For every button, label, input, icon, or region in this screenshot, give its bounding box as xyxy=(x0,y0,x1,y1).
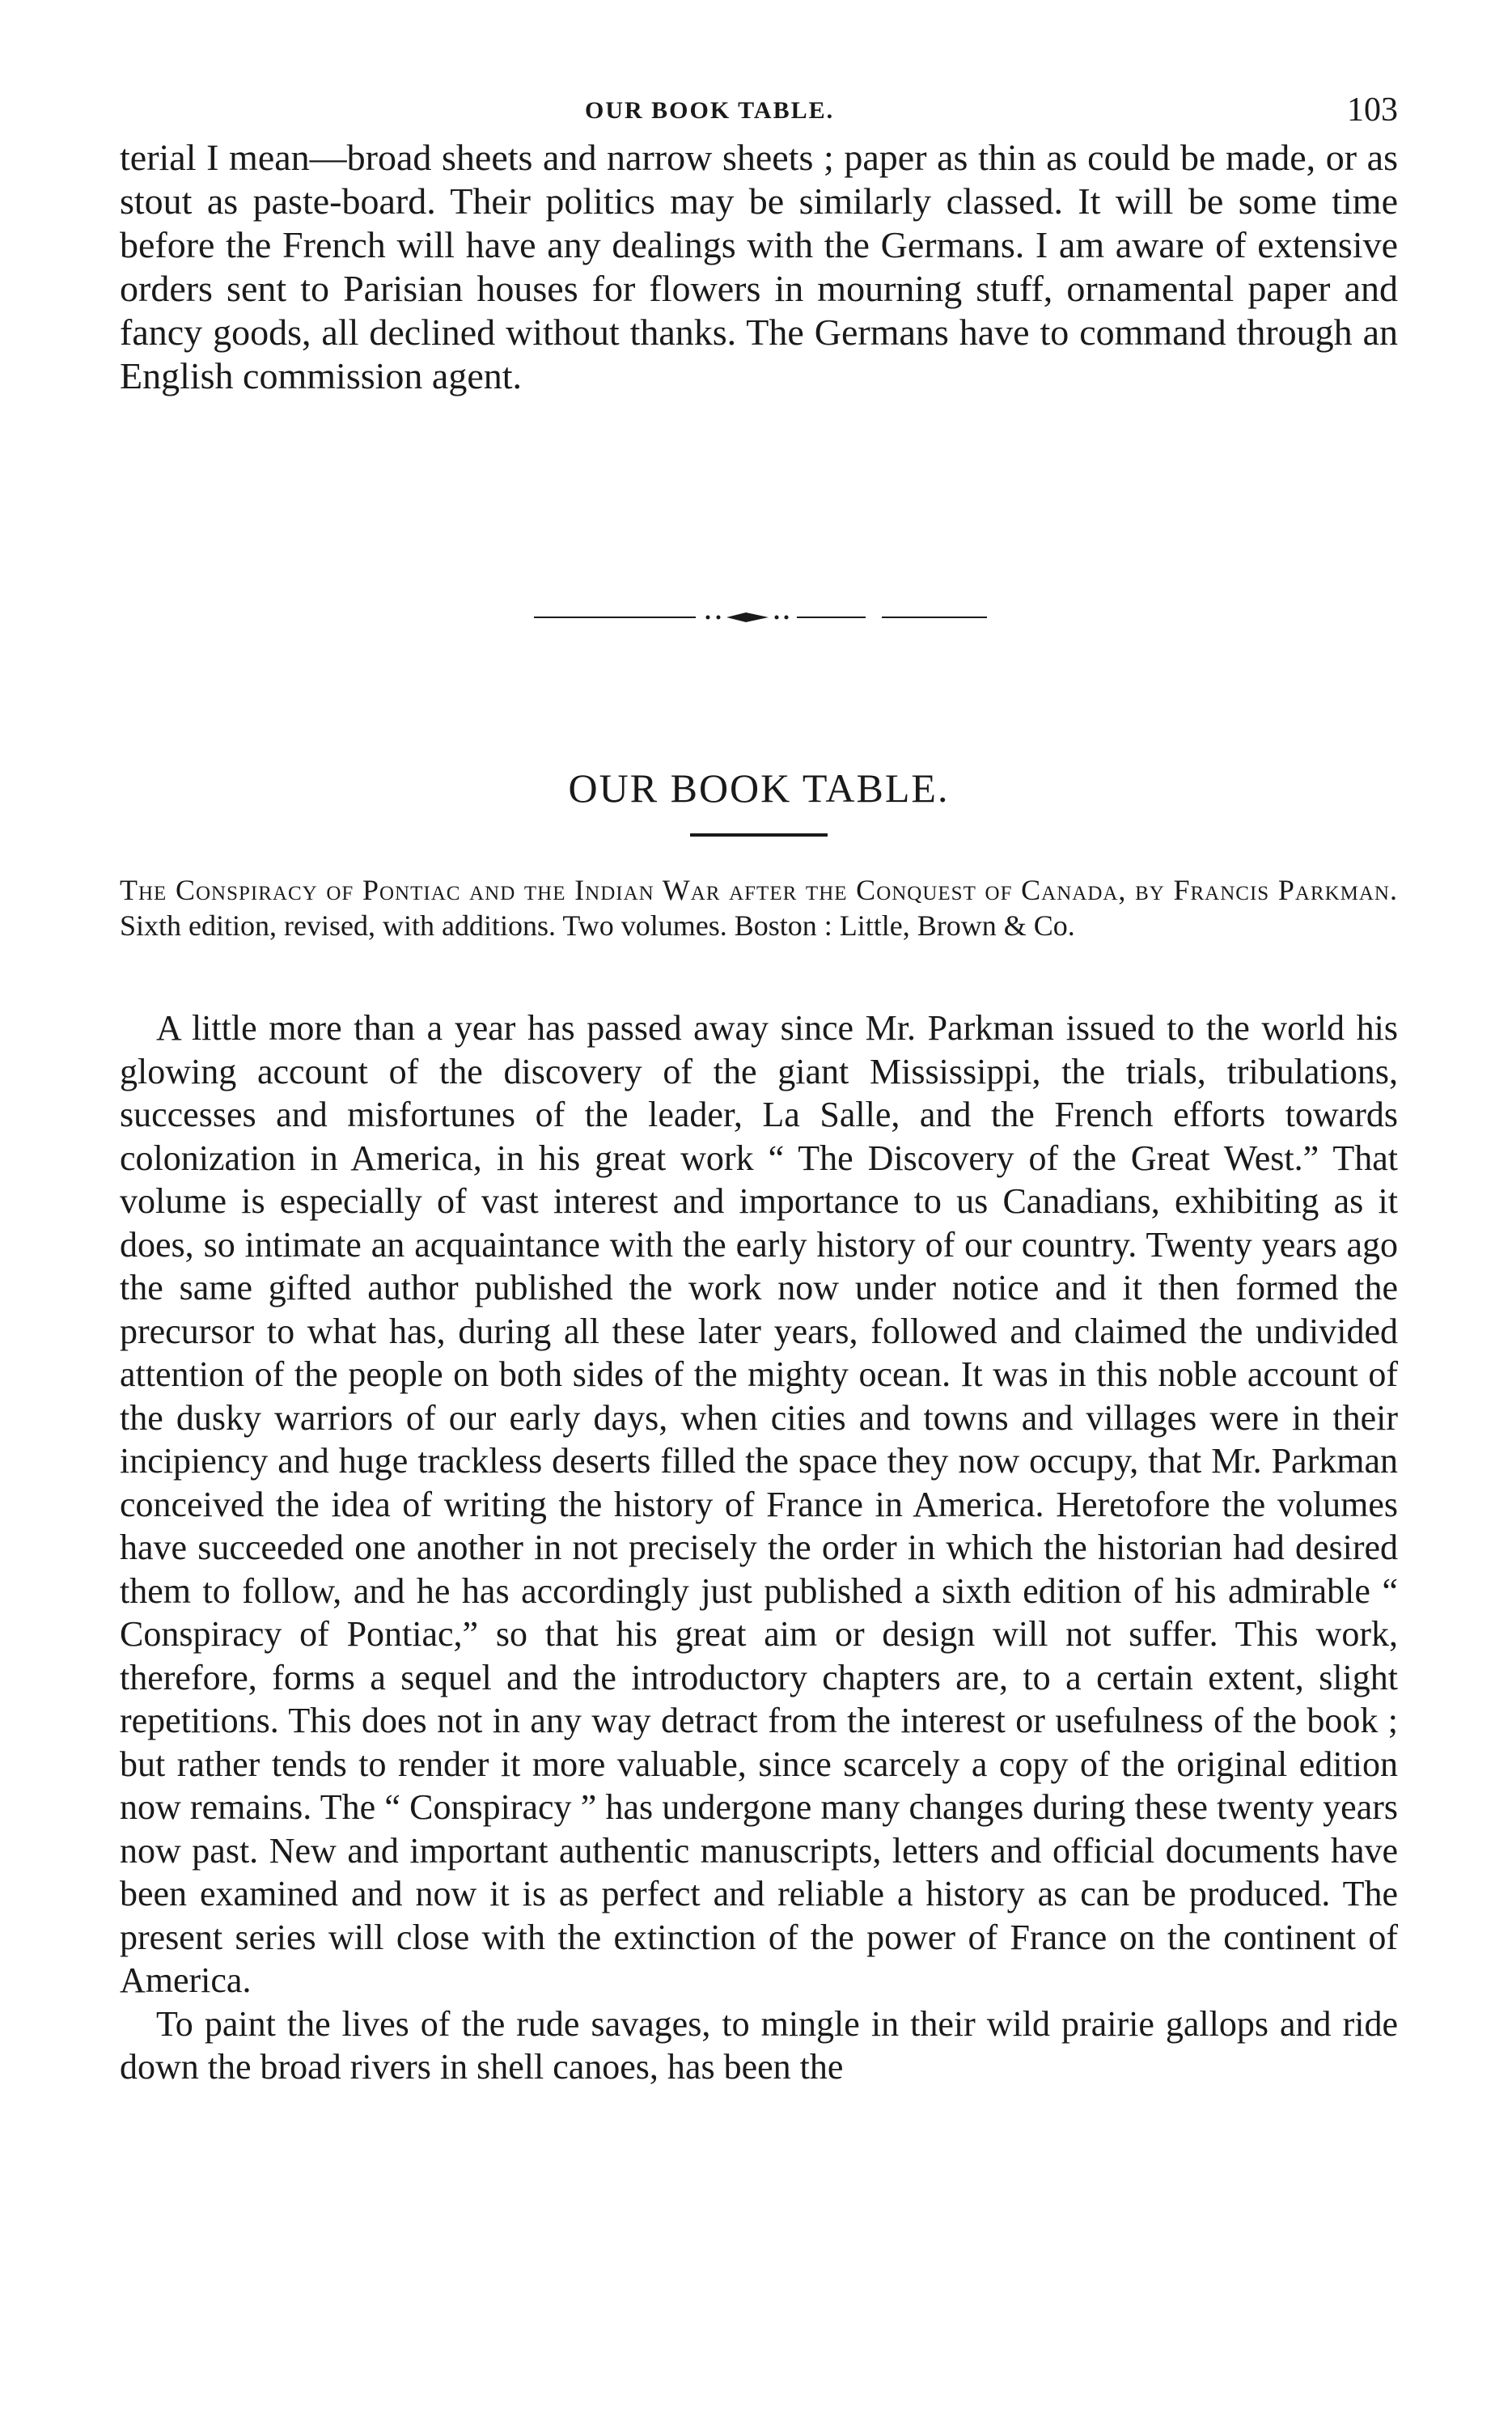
book-details: Sixth edition, revised, with additions. Two volumes. Boston : Little, Brown & Co. xyxy=(120,909,1075,942)
book-citation xyxy=(120,872,1398,943)
review-body xyxy=(120,1006,1398,2089)
book-entry xyxy=(120,872,1398,943)
review-paragraph: A little more than a year has passed away since Mr. Parkman issued to the world his glowing account of the discovery of the giant Mississippi, the trials, tribulations, successes and misfortunes of the leader, La Salle, and the French efforts towards colonization in America, in his great work “ The Discovery of the Great West.” That volume is especially of vast interest and importance to us Canadians, exhibiting as it does, so intimate an acquaintance with the early history of our country. Twenty years ago the same gifted author published the work now under notice and it then formed the precursor to what has, during all these later years, followed and claimed the undivided attention of the people on both sides of the mighty ocean. It was in this noble account of the dusky warriors of our early days, when cities and towns and villages were in their incipiency and huge trackless deserts filled the space they now occupy, that Mr. Parkman conceived the idea of writing the history of France in America. Heretofore the volumes have succeeded one another in not precisely the order in which the historian had desired them to follow, and he has accordingly just published a sixth edition of his admirable “ Conspiracy of Pontiac,” so that his great aim or design will not suffer. This work, therefore, forms a sequel and the introductory chapters are, to a certain extent, slight repetitions. This does not in any way detract from the interest or usefulness of the book ; but rather tends to render it more valuable, since scarcely a copy of the original edition now remains. The “ Conspiracy ” has undergone many changes during these twenty years now past. New and important authentic manuscripts, letters and official documents have been examined and now it is as perfect and reliable a history as can be produced. The present series will close with the extinction of the power of France on the continent of America. xyxy=(120,1008,1398,2000)
continuation-paragraph: terial I mean—broad sheets and narrow sheets ; paper as thin as could be made, or as stout as paste-board. Their politics may be similarly classed. It will be some time before the French will have any dealings with the Germans. I am aware of extensive orders sent to Parisian houses for flowers in mourning stuff, ornamental paper and fancy goods, all declined without thanks. The Germans have to command through an English commission agent. xyxy=(120,137,1398,396)
continuation-text xyxy=(120,136,1398,398)
section-title: OUR BOOK TABLE. xyxy=(568,765,950,811)
running-head: OUR BOOK TABLE. xyxy=(585,97,835,124)
page-header xyxy=(120,91,1398,131)
page-number: 103 xyxy=(1347,91,1398,129)
section-divider-ornament xyxy=(534,609,987,625)
review-paragraph: To paint the lives of the rude savages, to mingle in their wild prairie gallops and ride down the broad rivers in shell canoes, has been the xyxy=(120,2003,1398,2087)
book-title: The Conspiracy of Pontiac and the Indian War after the Conquest of Canada, by Francis Parkman. xyxy=(120,874,1398,906)
title-underline xyxy=(690,833,828,837)
